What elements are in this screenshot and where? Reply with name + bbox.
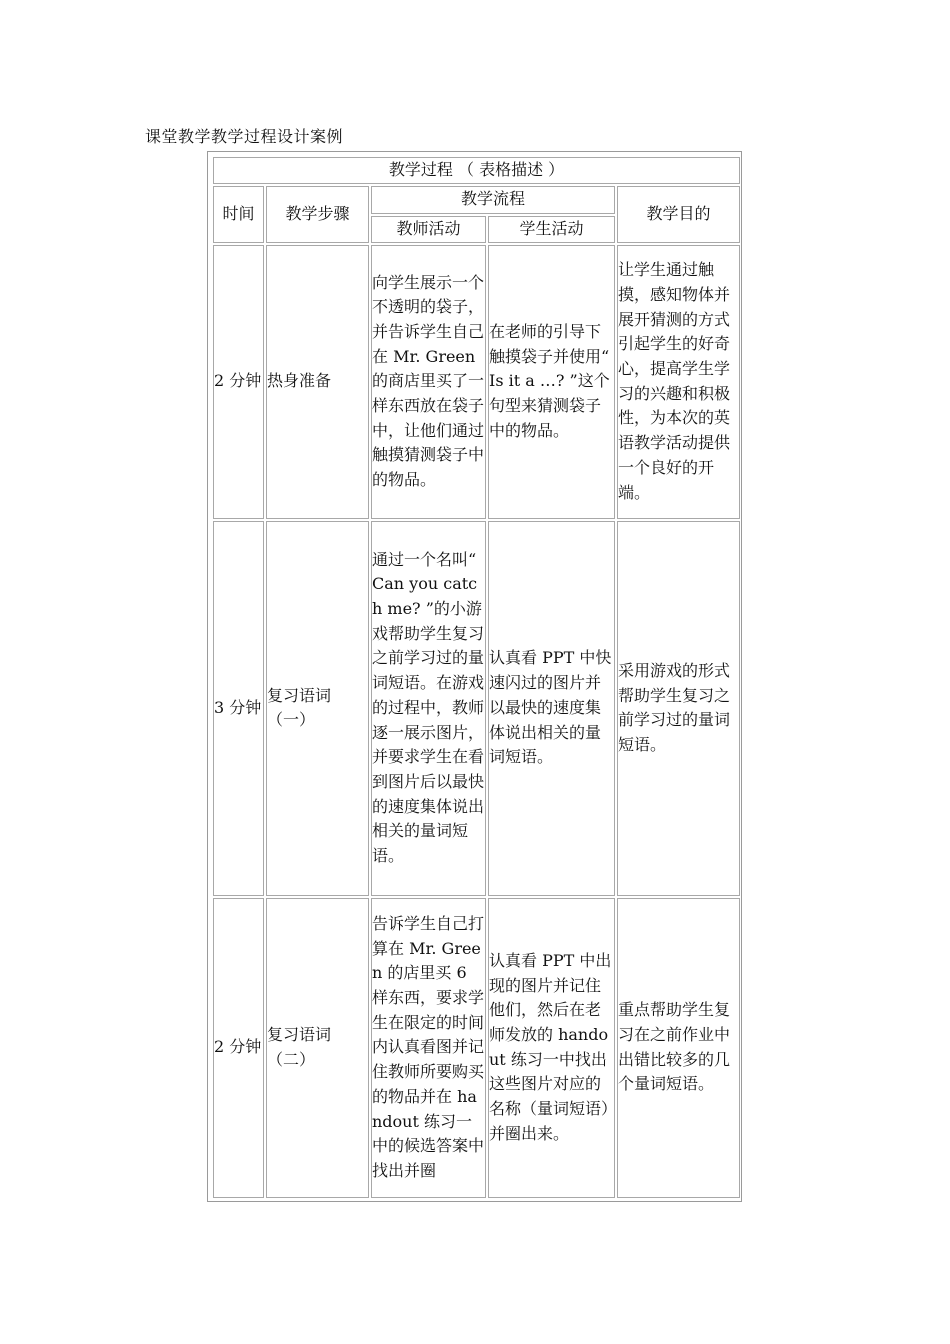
- row-teacher-activity: 告诉学生自己打算在 Mr. Green 的店里买 6 样东西，要求学生在限定的时间内认真看图并记住教师所要购买的物品并在 handout 练习一中的候选答案中找出并圈: [371, 898, 486, 1199]
- row-step: 热身准备: [266, 245, 369, 519]
- row-purpose: 让学生通过触摸，感知物体并展开猜测的方式引起学生的好奇心，提高学生学习的兴趣和积极性，为本次的英语教学活动提供一个良好的开端。: [617, 245, 740, 519]
- row-step: 复习语词（二）: [266, 898, 369, 1199]
- row-teacher-activity: 向学生展示一个不透明的袋子，并告诉学生自己在 Mr. Green 的商店里买了一样东西放在袋子中，让他们通过触摸猜测袋子中的物品。: [371, 245, 486, 519]
- header-time: 时间: [213, 186, 264, 243]
- row-student-activity: 认真看 PPT 中出现的图片并记住他们，然后在老师发放的 handout 练习一中找出这些图片对应的名称（量词短语）并圈出来。: [488, 898, 615, 1199]
- row-teacher-activity: 通过一个名叫“ Can you catch me? ”的小游戏帮助学生复习之前学习过的量词短语。在游戏的过程中，教师逐一展示图片，并要求学生在看到图片后以最快的速度集体说出相关的量词短语。: [371, 521, 486, 896]
- header-step: 教学步骤: [266, 186, 369, 243]
- document-title: 课堂教学教学过程设计案例: [145, 127, 344, 146]
- header-teacher-activity: 教师活动: [371, 216, 486, 243]
- row-time: 3 分钟: [213, 521, 264, 896]
- row-time: 2 分钟: [213, 245, 264, 519]
- lesson-process-table: [211, 155, 742, 1200]
- row-time: 2 分钟: [213, 898, 264, 1199]
- row-purpose: 重点帮助学生复习在之前作业中出错比较多的几个量词短语。: [617, 898, 740, 1199]
- header-purpose: 教学目的: [617, 186, 740, 243]
- table-header-row: [213, 186, 740, 214]
- row-step: 复习语词（一）: [266, 521, 369, 896]
- table-row: [213, 245, 740, 519]
- table-caption: 教学过程 （ 表格描述 ）: [213, 157, 740, 184]
- row-student-activity: 认真看 PPT 中快速闪过的图片并以最快的速度集体说出相关的量词短语。: [488, 521, 615, 896]
- table-row: [213, 521, 740, 896]
- table-row: [213, 898, 740, 1199]
- header-student-activity: 学生活动: [488, 216, 615, 243]
- lesson-table-frame: [207, 151, 742, 1202]
- header-flow: 教学流程: [371, 186, 615, 214]
- row-student-activity: 在老师的引导下触摸袋子并使用“ Is it a …? ”这个句型来猜测袋子中的物品。: [488, 245, 615, 519]
- table-caption-row: [213, 157, 740, 184]
- row-purpose: 采用游戏的形式帮助学生复习之前学习过的量词短语。: [617, 521, 740, 896]
